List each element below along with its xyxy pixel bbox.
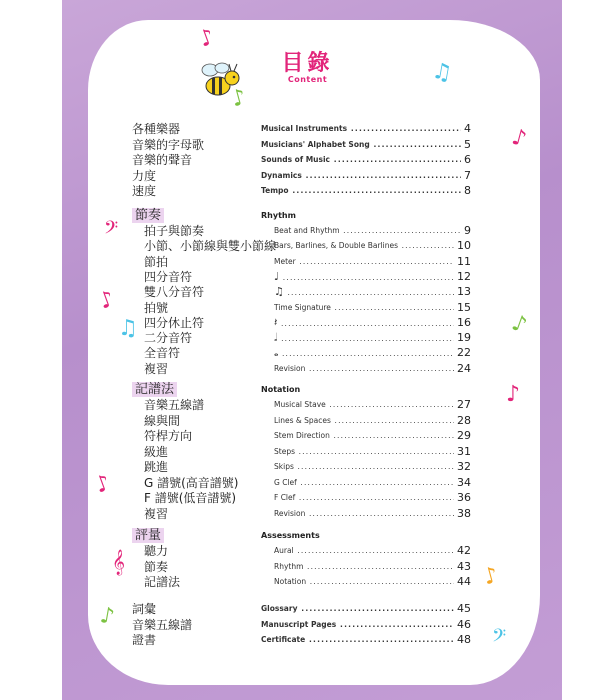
eighth-note-icon: ♪: [509, 124, 530, 153]
page-title: 目錄: [281, 51, 334, 76]
entry-title-zh: 節拍: [144, 254, 169, 269]
page-number: 34: [454, 476, 471, 490]
entry-title-en: [261, 633, 471, 647]
entry-title-en: [261, 122, 471, 136]
entry-title-zh: 四分休止符: [144, 315, 205, 330]
page-number: 5: [461, 138, 471, 152]
note-symbol-icon: [274, 270, 471, 284]
section-heading: 節奏: [132, 208, 164, 223]
section-heading-en: Assessments: [261, 531, 320, 540]
entry-title-en: [261, 184, 471, 198]
toc-entry[interactable]: [0, 285, 615, 299]
page-number: 45: [454, 602, 471, 616]
page-number: 24: [454, 362, 471, 376]
page-number: 6: [461, 153, 471, 167]
entry-title-zh: 複習: [144, 506, 169, 521]
page-number: 12: [454, 270, 471, 284]
toc-entry[interactable]: [0, 544, 615, 558]
section-heading-en: Rhythm: [261, 211, 296, 220]
entry-title-en: [261, 169, 471, 183]
entry-title-en: [274, 507, 471, 521]
eighth-note-icon: ♪: [98, 602, 117, 631]
section-heading: 記譜法: [132, 382, 177, 397]
beamed-notes-icon: ♫: [118, 316, 138, 341]
entry-title-zh: 複習: [144, 361, 169, 376]
page-subtitle: Content: [287, 75, 328, 84]
page-number: 27: [454, 398, 471, 412]
section-heading: 評量: [132, 528, 164, 543]
page-number: 28: [454, 414, 471, 428]
page-number: 48: [454, 633, 471, 647]
page-number: 8: [461, 184, 471, 198]
toc-entry[interactable]: [0, 255, 615, 269]
page-number: 32: [454, 460, 471, 474]
entry-title-zh: 級進: [144, 444, 169, 459]
entry-title-en-text: Dynamics: [261, 170, 302, 180]
toc-entry[interactable]: [0, 414, 615, 428]
entry-title-zh: 拍子與節奏: [144, 224, 205, 238]
entry-title-zh: 記譜法: [144, 575, 181, 589]
entry-title-zh: 雙八分音符: [144, 285, 205, 300]
entry-title-en: [274, 476, 471, 490]
toc-entry[interactable]: [0, 560, 615, 574]
entry-title-zh: 跳進: [144, 460, 169, 474]
eighth-note-icon: ♪: [228, 84, 249, 113]
toc-entry[interactable]: [0, 460, 615, 474]
entry-title-zh: 符桿方向: [144, 429, 193, 443]
entry-title-zh: 證書: [132, 633, 157, 647]
entry-title-en: [274, 239, 471, 253]
toc-entry[interactable]: [0, 270, 615, 284]
page-number: 13: [454, 285, 471, 299]
bass-clef-icon: 𝄢: [492, 626, 507, 651]
entry-title-en-text: Glossary: [261, 604, 298, 613]
entry-title-zh: 四分音符: [144, 269, 193, 284]
bass-clef-icon: 𝄢: [104, 218, 119, 243]
beamed-notes-icon: ♫: [430, 58, 454, 87]
entry-title-en-text: Manuscript Pages: [261, 619, 337, 629]
entry-title-zh: 聽力: [144, 544, 169, 558]
entry-title-zh: 節奏: [144, 559, 169, 574]
toc-entry[interactable]: [0, 239, 615, 253]
entry-title-en: [274, 255, 471, 269]
page-number: 9: [461, 224, 471, 238]
page-number: 31: [454, 445, 471, 459]
entry-title-en: [274, 301, 471, 315]
entry-title-zh: 二分音符: [144, 331, 193, 346]
page-number: 36: [454, 491, 471, 505]
page-number: 11: [454, 255, 471, 269]
note-symbol-icon: [274, 331, 471, 345]
entry-title-en-text: Meter: [274, 256, 296, 266]
entry-title-en: [274, 445, 471, 459]
entry-title-en: [261, 138, 471, 152]
note-symbol-icon: [274, 285, 471, 299]
entry-title-zh: 各種樂器: [132, 122, 181, 136]
entry-title-en: [261, 153, 471, 167]
entry-title-en: [274, 414, 471, 428]
page-number: 22: [454, 346, 471, 360]
entry-title-zh: 音樂五線譜: [144, 398, 205, 412]
toc-entry[interactable]: [0, 618, 615, 632]
entry-title-en: [261, 618, 471, 632]
entry-title-en-text: F Clef: [274, 493, 296, 502]
toc-entry[interactable]: [0, 398, 615, 412]
entry-title-en: [274, 362, 471, 376]
toc-entry[interactable]: [0, 153, 615, 167]
entry-title-en-text: Aural: [274, 546, 294, 555]
note-glyph: ♩: [274, 269, 280, 283]
entry-title-en: [274, 575, 471, 589]
entry-title-zh: G 譜號(高音譜號): [144, 475, 239, 490]
note-symbol-icon: [274, 316, 471, 330]
note-glyph: 𝄽: [274, 315, 278, 329]
toc-entry[interactable]: [0, 491, 615, 505]
entry-title-en-text: Skips: [274, 462, 294, 471]
entry-title-zh: 力度: [132, 168, 157, 183]
entry-title-en-text: Sounds of Music: [261, 155, 330, 164]
entry-title-en-text: Revision: [274, 508, 306, 518]
eighth-note-icon: ♪: [506, 382, 521, 407]
entry-title-zh: F 譜號(低音譜號): [144, 491, 237, 505]
entry-title-en-text: Time Signature: [274, 302, 331, 312]
entry-title-en: [261, 602, 471, 616]
entry-title-zh: 詞彙: [132, 602, 157, 616]
toc-entry[interactable]: [0, 602, 615, 616]
entry-title-en-text: Musical Instruments: [261, 124, 348, 133]
entry-title-en: [274, 429, 471, 443]
entry-title-en-text: Certificate: [261, 635, 306, 644]
page-number: 44: [454, 575, 471, 589]
toc-entry[interactable]: [0, 633, 615, 647]
page-number: 16: [454, 316, 471, 330]
note-glyph: 𝅗𝅥: [274, 331, 278, 345]
page-number: 42: [454, 544, 471, 558]
entry-title-en-text: Musical Stave: [274, 400, 326, 409]
toc-entry[interactable]: [0, 445, 615, 459]
page-number: 46: [454, 618, 471, 632]
toc-entry[interactable]: [0, 346, 615, 360]
entry-title-en-text: Rhythm: [274, 561, 304, 571]
entry-title-en: [274, 544, 471, 558]
entry-title-en: [274, 560, 471, 574]
treble-clef-icon: 𝄞: [112, 550, 126, 575]
entry-title-en-text: Beat and Rhythm: [274, 226, 340, 235]
entry-title-en-text: Stem Direction: [274, 431, 330, 440]
page-number: 43: [454, 560, 471, 574]
toc-entry[interactable]: [0, 224, 615, 238]
entry-title-en-text: Lines & Spaces: [274, 415, 331, 425]
entry-title-en-text: Steps: [274, 446, 295, 456]
entry-title-en-text: Bars, Barlines, & Double Barlines: [274, 241, 398, 251]
toc-entry[interactable]: [0, 575, 615, 589]
note-glyph: ♫: [274, 285, 284, 299]
toc-entry[interactable]: [0, 169, 615, 183]
page-number: 29: [454, 429, 471, 443]
eighth-note-icon: ♪: [95, 286, 118, 315]
page-number: 38: [454, 507, 471, 521]
eighth-note-icon: ♪: [508, 310, 531, 339]
entry-title-en-text: G Clef: [274, 477, 297, 487]
entry-title-en: [274, 491, 471, 505]
eighth-note-icon: ♪: [195, 24, 218, 53]
entry-title-zh: 拍號: [144, 300, 169, 315]
section-heading-en: Notation: [261, 385, 301, 394]
eighth-note-icon: ♪: [91, 470, 114, 499]
entry-title-zh: 全音符: [144, 346, 181, 361]
entry-title-zh: 音樂的聲音: [132, 153, 193, 167]
entry-title-zh: 音樂五線譜: [132, 617, 193, 632]
page-number: 15: [454, 301, 471, 315]
entry-title-zh: 線與間: [144, 413, 181, 428]
entry-title-en-text: Notation: [274, 577, 307, 586]
note-glyph: 𝅝: [274, 346, 279, 360]
entry-title-en: [274, 460, 471, 474]
eighth-note-icon: ♪: [480, 562, 501, 591]
page-number: 7: [461, 169, 471, 183]
toc-entry[interactable]: [0, 429, 615, 443]
page-number: 10: [454, 239, 471, 253]
entry-title-en-text: Tempo: [261, 186, 289, 195]
entry-title-zh: 速度: [132, 184, 157, 198]
entry-title-zh: 小節、小節線與雙小節線: [144, 239, 277, 254]
toc-entry[interactable]: [0, 362, 615, 376]
toc-entry[interactable]: [0, 507, 615, 521]
page-number: 19: [454, 331, 471, 345]
entry-title-zh: 音樂的字母歌: [132, 137, 205, 152]
entry-title-en: [274, 224, 471, 238]
note-symbol-icon: [274, 346, 471, 360]
entry-title-en-text: Revision: [274, 363, 306, 373]
entry-title-en-text: Musicians' Alphabet Song: [261, 139, 370, 149]
entry-title-en: [274, 398, 471, 412]
page-number: 4: [461, 122, 471, 136]
toc-entry[interactable]: [0, 184, 615, 198]
